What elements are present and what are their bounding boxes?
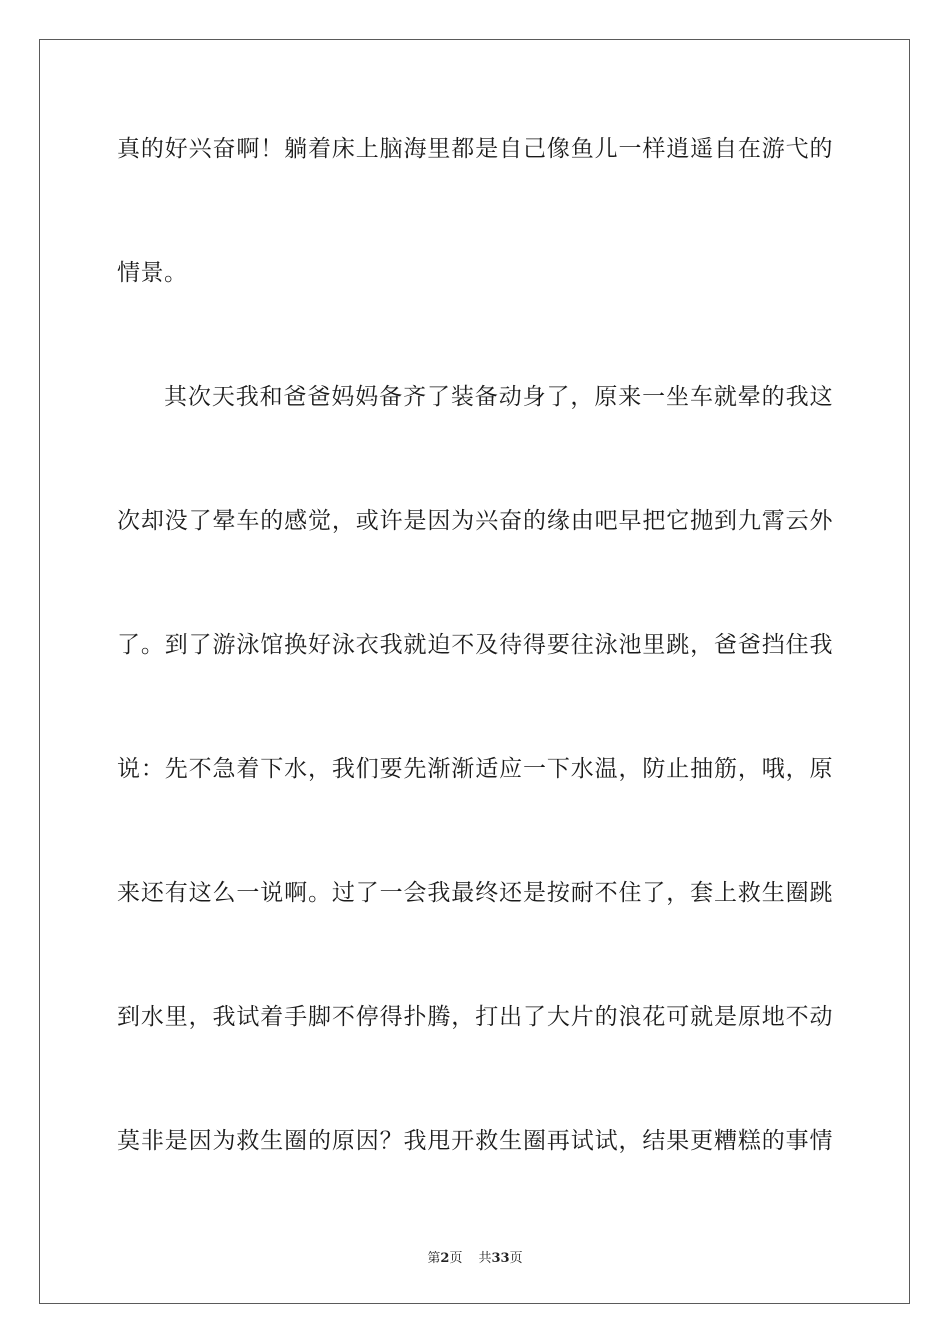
text-line-3: 其次天我和爸爸妈妈备齐了装备动身了，原来一坐车就晕的我这 — [164, 384, 833, 410]
text-line-1: 真的好兴奋啊！躺着床上脑海里都是自己像鱼儿一样逍遥自在游弋的 — [117, 136, 833, 162]
page-number: 2 — [440, 1251, 450, 1266]
page-border — [39, 39, 910, 1304]
text-line-8: 到水里，我试着手脚不停得扑腾，打出了大片的浪花可就是原地不动 — [117, 1004, 833, 1030]
page-prefix: 第 — [427, 1251, 441, 1266]
text-line-7: 来还有这么一说啊。过了一会我最终还是按耐不住了，套上救生圈跳 — [117, 880, 833, 906]
total-suffix: 页 — [509, 1251, 523, 1266]
text-line-9: 莫非是因为救生圈的原因？我甩开救生圈再试试，结果更糟糕的事情 — [117, 1128, 833, 1154]
text-line-2: 情景。 — [117, 260, 188, 286]
total-prefix: 共 — [478, 1251, 492, 1266]
text-line-4: 次却没了晕车的感觉，或许是因为兴奋的缘由吧早把它抛到九霄云外 — [117, 508, 833, 534]
text-line-5: 了。到了游泳馆换好泳衣我就迫不及待得要往泳池里跳，爸爸挡住我 — [117, 632, 833, 658]
page-suffix: 页 — [449, 1251, 463, 1266]
page-footer — [0, 1247, 950, 1266]
total-pages: 33 — [491, 1251, 510, 1266]
text-line-6: 说：先不急着下水，我们要先渐渐适应一下水温，防止抽筋，哦，原 — [117, 756, 833, 782]
